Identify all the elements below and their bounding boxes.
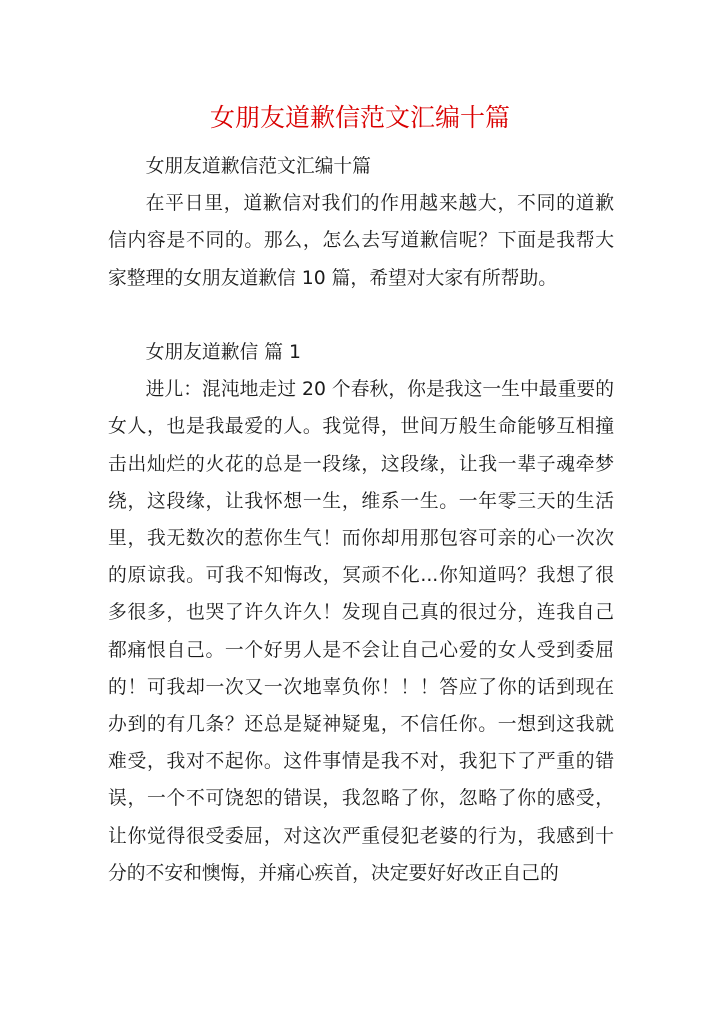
letter-body-paragraph: 进儿：混沌地走过 20 个春秋，你是我这一生中最重要的女人，也是我最爱的人。我觉得，世间万般生命能够互相撞击出灿烂的火花的总是一段缘，这段缘，让我一辈子魂牵梦绕，这段缘，让我怀想一生，维系一生。一年零三天的生活里，我无数次的惹你生气！而你却用那包容可亲的心一次次的原谅我。可我不知悔改，冥顽不化...你知道吗？我想了很多很多，也哭了许久许久！发现自己真的很过分，连我自己都痛恨自己。一个好男人是不会让自己心爱的女人受到委屈的！可我却一次又一次地辜负你！！！答应了你的话到现在办到的有几条？还总是疑神疑鬼，不信任你。一想到这我就难受，我对不起你。这件事情是我不对，我犯下了严重的错误，一个不可饶恕的错误，我忽略了你，忽略了你的感受，让你觉得很受委屈，对这次严重侵犯老婆的行为，我感到十分的不安和懊悔，并痛心疾首，决定要好好改正自己的 (108, 379, 614, 884)
subtitle-paragraph: 女朋友道歉信范文汇编十篇 (145, 156, 371, 177)
document-body (108, 148, 614, 892)
document-title: 女朋友道歉信范文汇编十篇 (209, 103, 510, 132)
paragraph-gap (108, 297, 614, 334)
section-heading: 女朋友道歉信 篇 1 (145, 342, 301, 363)
intro-paragraph: 在平日里，道歉信对我们的作用越来越大，不同的道歉信内容是不同的。那么，怎么去写道歉信呢？下面是我帮大家整理的女朋友道歉信 10 篇，希望对大家有所帮助。 (108, 193, 614, 289)
